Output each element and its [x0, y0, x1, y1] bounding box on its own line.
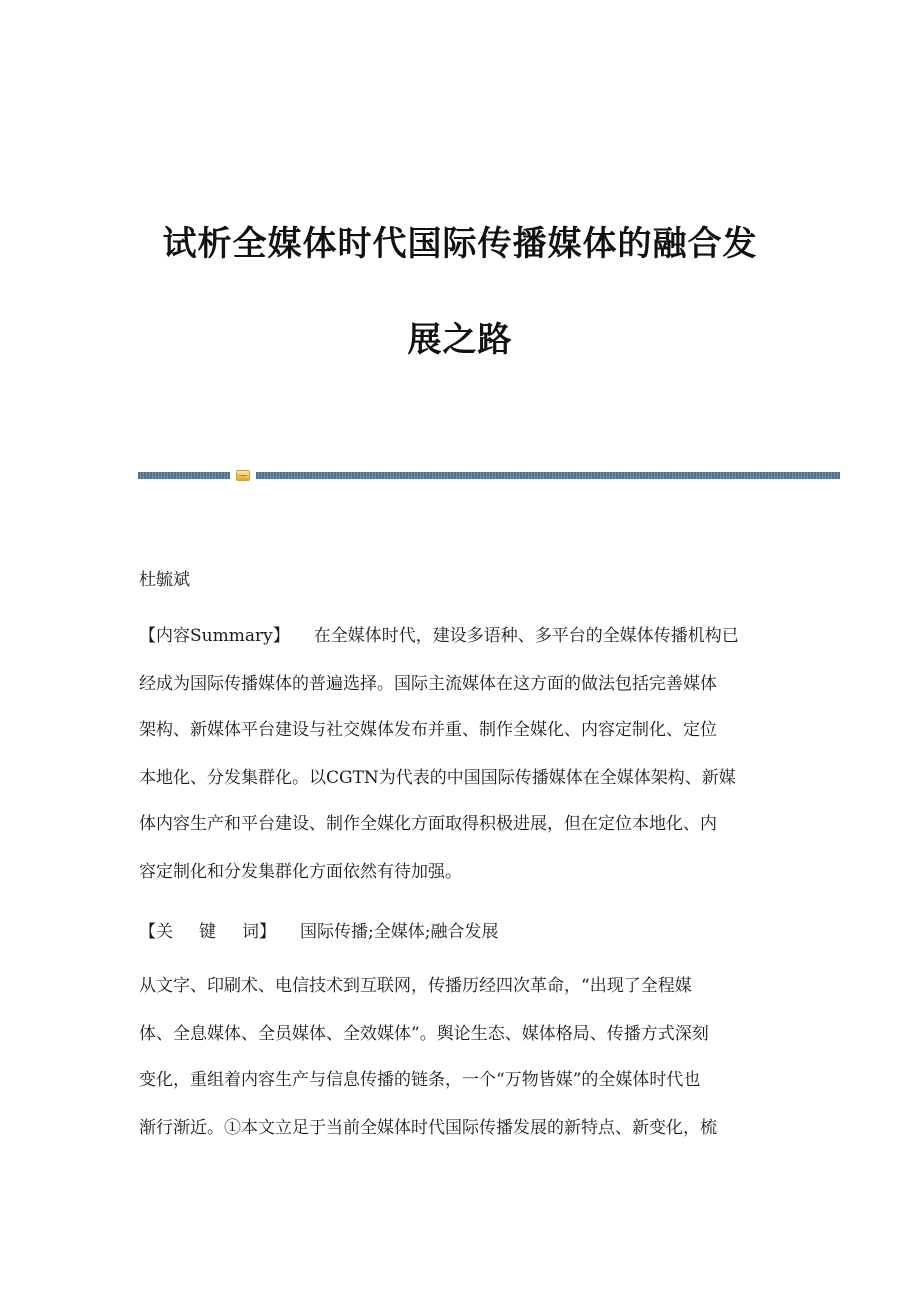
divider-bar-right: [256, 472, 840, 479]
summary-line: 体内容生产和平台建设、制作全媒化方面取得积极进展，但在定位本地化、内: [139, 814, 717, 834]
summary-line: [139, 624, 789, 648]
divider-ornament-icon: [236, 470, 250, 481]
summary-line: 架构、新媒体平台建设与社交媒体发布并重、制作全媒化、内容定制化、定位: [139, 720, 717, 740]
title-divider: [138, 470, 840, 480]
summary-line: 本地化、分发集群化。以CGTN为代表的中国国际传播媒体在全媒体架构、新媒: [139, 768, 736, 788]
keywords-text: 国际传播;全媒体;融合发展: [300, 922, 499, 942]
body-line: 体、全息媒体、全员媒体、全效媒体”。舆论生态、媒体格局、传播方式深刻: [139, 1024, 709, 1044]
divider-bar-left: [138, 472, 230, 479]
keywords-label: 【关 键 词】: [139, 922, 276, 942]
body-line: 渐行渐近。①本文立足于当前全媒体时代国际传播发展的新特点、新变化，梳: [139, 1118, 717, 1138]
summary-text: 在全媒体时代，建设多语种、多平台的全媒体传播机构已: [313, 626, 739, 646]
page-title-line-1: 试析全媒体时代国际传播媒体的融合发: [162, 224, 758, 264]
keywords-line: [139, 920, 789, 944]
body-line: 从文字、印刷术、电信技术到互联网，传播历经四次革命，“出现了全程媒: [139, 976, 692, 996]
summary-label: 【内容Summary】: [139, 626, 290, 646]
summary-line: 经成为国际传播媒体的普遍选择。国际主流媒体在这方面的做法包括完善媒体: [139, 674, 717, 694]
author-name: 杜毓斌: [139, 570, 190, 590]
page-title-line-2: 展之路: [407, 320, 513, 360]
summary-line: 容定制化和分发集群化方面依然有待加强。: [139, 862, 462, 882]
body-line: 变化，重组着内容生产与信息传播的链条，一个“万物皆媒”的全媒体时代也: [139, 1070, 701, 1090]
